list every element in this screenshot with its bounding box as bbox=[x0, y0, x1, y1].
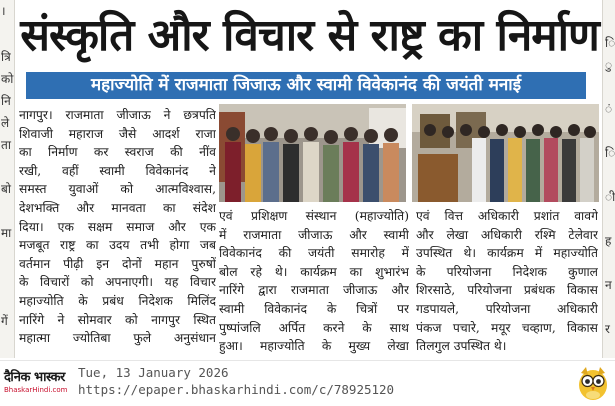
clipped-text: न bbox=[605, 278, 612, 292]
epaper-footer bbox=[0, 360, 615, 406]
subheadline-banner: महाज्योति में राजमाता जिजाऊ और स्वामी विवेकानंद की जयंती मनाई bbox=[26, 72, 586, 99]
article-line: और लेखा अधिकारी रश्मि टेलेवार bbox=[416, 227, 598, 242]
clipped-text: ि bbox=[605, 36, 615, 50]
clipped-text: । bbox=[1, 4, 6, 18]
article-column-3 bbox=[416, 207, 598, 356]
clipped-text: ी bbox=[605, 190, 615, 204]
article-line: हुआ। महाज्योति के मुख्य लेखा bbox=[219, 339, 409, 354]
clipped-text: र bbox=[605, 322, 610, 336]
clipped-text: ह bbox=[605, 234, 612, 248]
article-line: पंकज पचारे, मयूर चव्हाण, विकास bbox=[416, 320, 598, 335]
article-line: विवेकानंद की जयंती समारोह में bbox=[219, 246, 409, 261]
adjacent-article-left-strip bbox=[0, 0, 15, 358]
epaper-url[interactable]: https://epaper.bhaskarhindi.com/c/78925120 bbox=[78, 382, 395, 397]
article-line: वर्तमान पीढ़ी इन दोनों महान पुरुषों bbox=[19, 256, 216, 271]
article-line: समस्त युवाओं को आत्मविश्वास, bbox=[19, 182, 216, 197]
article-line: पुष्पांजलि अर्पित करने के साथ bbox=[219, 320, 409, 335]
article-line: में राजमाता जीजाऊ और स्वामी bbox=[219, 227, 409, 242]
article-line: तिलगुल उपस्थित थे। bbox=[416, 339, 507, 354]
clipped-text: ु bbox=[605, 58, 613, 72]
clipped-text: बो bbox=[1, 182, 11, 196]
article-line: महात्मा ज्योतिबा फुले अनुसंधान bbox=[19, 331, 216, 346]
owl-mascot-icon bbox=[577, 365, 609, 401]
clipped-text: ि bbox=[605, 146, 615, 160]
logo-text: दैनिक भास्कर bbox=[4, 370, 65, 385]
article-line: एवं प्रशिक्षण संस्थान (महाज्योति) bbox=[219, 209, 409, 223]
article-line: के विचारों को अपनाएगी। यह विचार bbox=[19, 275, 216, 290]
article-line: मजबूत राष्ट्र का उदय तभी होगा जब bbox=[19, 238, 216, 253]
footer-meta bbox=[78, 364, 394, 398]
clipped-text: ता bbox=[1, 138, 11, 152]
article-line: महाज्योति के प्रबंध निदेशक मिलिंद bbox=[19, 293, 216, 308]
article-column-1 bbox=[19, 106, 216, 348]
clipped-text: गें bbox=[1, 314, 8, 328]
event-photo-group-right bbox=[412, 104, 599, 202]
article-line: के परियोजना निदेशक कुणाल bbox=[416, 264, 598, 279]
article-line: शिरसाठे, परियोजना प्रबंधक विकास bbox=[416, 283, 598, 298]
event-photo-group-left bbox=[219, 104, 406, 202]
article-line: नारिंगे ने सोमवार को नागपुर स्थित bbox=[19, 312, 216, 327]
article-line: एवं वित्त अधिकारी प्रशांत वावगे bbox=[416, 209, 598, 223]
logo-subtext: BhaskarHindi.com bbox=[4, 386, 68, 394]
article-line: स्वामी विवेकानंद के चित्रों पर bbox=[219, 301, 409, 316]
dainik-bhaskar-logo[interactable] bbox=[4, 367, 70, 399]
clipped-text: ले bbox=[1, 116, 10, 130]
clipped-text: को bbox=[1, 72, 14, 86]
headline: संस्कृति और विचार से राष्ट्र का निर्माण bbox=[20, 10, 599, 61]
article-line: देशभक्ति और मानवता का संदेश bbox=[19, 200, 216, 215]
article-line: नारिंगे द्वारा राजमाता जीजाऊ और bbox=[219, 283, 409, 298]
article-line: शिवाजी महाराज जैसे आदर्श राजा bbox=[19, 126, 216, 141]
clipped-text: मा bbox=[1, 226, 12, 240]
publish-date: Tue, 13 January 2026 bbox=[78, 365, 229, 380]
article-line: का निर्माण कर स्वराज की नींव bbox=[19, 145, 216, 160]
article-line: गडपायले, परियोजना अधिकारी bbox=[416, 301, 598, 316]
article-line: उपस्थित थे। कार्यक्रम में महाज्योति bbox=[416, 246, 598, 261]
clipped-text: ं bbox=[605, 102, 613, 116]
article-line: रखी, वहीं स्वामी विवेकानंद ने bbox=[19, 163, 216, 178]
clipped-text: नि bbox=[1, 94, 11, 108]
article-line: दिया। एक सक्षम समाज और एक bbox=[19, 219, 216, 234]
article-line: नागपुर। राजमाता जीजाऊ ने छत्रपति bbox=[19, 108, 216, 122]
article-line: बोल रहे थे। कार्यक्रम का शुभारंभ bbox=[219, 264, 409, 279]
adjacent-article-right-strip bbox=[602, 0, 615, 358]
article-column-2 bbox=[219, 207, 409, 356]
clipped-text: त्रि bbox=[1, 50, 11, 64]
